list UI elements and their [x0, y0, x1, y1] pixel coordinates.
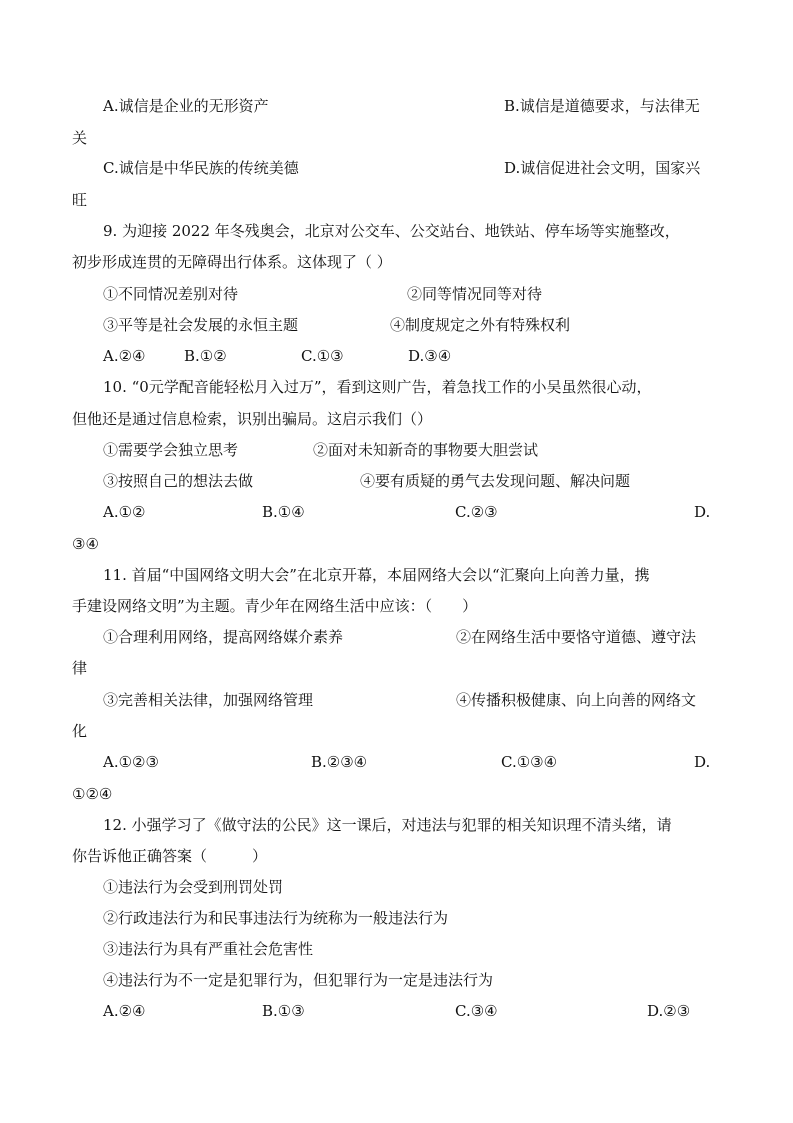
q12-stem-line2: 你告诉他正确答案（ ） — [72, 847, 268, 865]
q11-statement-4: ④传播积极健康、向上向善的网络文 — [456, 691, 697, 709]
q12-statement-1: ①违法行为会受到刑罚处罚 — [103, 878, 284, 896]
q9-stem-line2: 初步形成连贯的无障碍出行体系。这体现了（ ） — [72, 253, 392, 271]
q11-stem-line1: 11. 首届“中国网络文明大会”在北京开幕，本届网络大会以“汇聚向上向善力量，携 — [103, 566, 650, 584]
q9-statement-3: ③平等是社会发展的永恒主题 — [103, 316, 299, 334]
q11-statement-2-wrap: 律 — [72, 659, 88, 677]
q9-stem-line1: 9. 为迎接 2022 年冬残奥会，北京对公交车、公交站台、地铁站、停车场等实施整改， — [103, 222, 680, 240]
q10-stem-line1: 10. “0元学配音能轻松月入过万”，看到这则广告，着急找工作的小吴虽然很心动， — [103, 378, 652, 396]
q10-choice-c: C.②③ — [455, 503, 498, 521]
q8-option-c: C.诚信是中华民族的传统美德 — [103, 159, 299, 177]
q12-statement-4: ④违法行为不一定是犯罪行为，但犯罪行为一定是违法行为 — [103, 971, 494, 989]
q9-choice-b: B.①② — [184, 347, 227, 365]
q10-statement-1: ①需要学会独立思考 — [103, 441, 239, 459]
q11-statement-2: ②在网络生活中要恪守道德、遵守法 — [456, 628, 697, 646]
q12-choice-b: B.①③ — [262, 1002, 305, 1020]
q8-option-b: B.诚信是道德要求，与法律无 — [504, 97, 700, 115]
q9-choice-c: C.①③ — [301, 347, 344, 365]
q10-statement-4: ④要有质疑的勇气去发现问题、解决问题 — [360, 472, 631, 490]
q11-stem-line2: 手建设网络文明”为主题。青少年在网络生活中应该：（ ） — [72, 597, 478, 615]
q9-statement-4: ④制度规定之外有特殊权利 — [390, 316, 571, 334]
q11-choice-b: B.②③④ — [311, 753, 368, 771]
q12-choice-c: C.③④ — [455, 1002, 498, 1020]
q10-statement-3: ③按照自己的想法去做 — [103, 472, 254, 490]
q8-option-b-wrap: 关 — [72, 129, 88, 147]
q11-choice-a: A.①②③ — [103, 753, 159, 771]
q12-choice-a: A.②④ — [103, 1002, 146, 1020]
q9-choice-a: A.②④ — [103, 347, 146, 365]
q10-choice-b: B.①④ — [262, 503, 305, 521]
q11-choice-d: D. — [694, 753, 711, 771]
q10-choice-d-wrap: ③④ — [72, 535, 99, 553]
q11-statement-4-wrap: 化 — [72, 722, 88, 740]
q10-stem-line2: 但他还是通过信息检索，识别出骗局。这启示我们（） — [72, 410, 433, 428]
q11-statement-3: ③完善相关法律，加强网络管理 — [103, 691, 314, 709]
q8-option-d-wrap: 旺 — [72, 191, 88, 209]
q12-stem-line1: 12. 小强学习了《做守法的公民》这一课后，对违法与犯罪的相关知识理不清头绪，请 — [103, 816, 672, 834]
q12-statement-2: ②行政违法行为和民事违法行为统称为一般违法行为 — [103, 909, 449, 927]
q12-choice-d: D.②③ — [647, 1002, 691, 1020]
q10-choice-d: D. — [694, 503, 711, 521]
q8-option-d: D.诚信促进社会文明，国家兴 — [504, 159, 701, 177]
q11-choice-c: C.①③④ — [501, 753, 558, 771]
q11-statement-1: ①合理利用网络，提高网络媒介素养 — [103, 628, 344, 646]
q9-choice-d: D.③④ — [408, 347, 452, 365]
q10-statement-2: ②面对未知新奇的事物要大胆尝试 — [313, 441, 539, 459]
q11-choice-d-wrap: ①②④ — [72, 785, 113, 803]
q8-option-a: A.诚信是企业的无形资产 — [103, 97, 269, 115]
q9-statement-2: ②同等情况同等对待 — [407, 285, 543, 303]
q12-statement-3: ③违法行为具有严重社会危害性 — [103, 940, 314, 958]
q9-statement-1: ①不同情况差别对待 — [103, 285, 239, 303]
q10-choice-a: A.①② — [103, 503, 146, 521]
